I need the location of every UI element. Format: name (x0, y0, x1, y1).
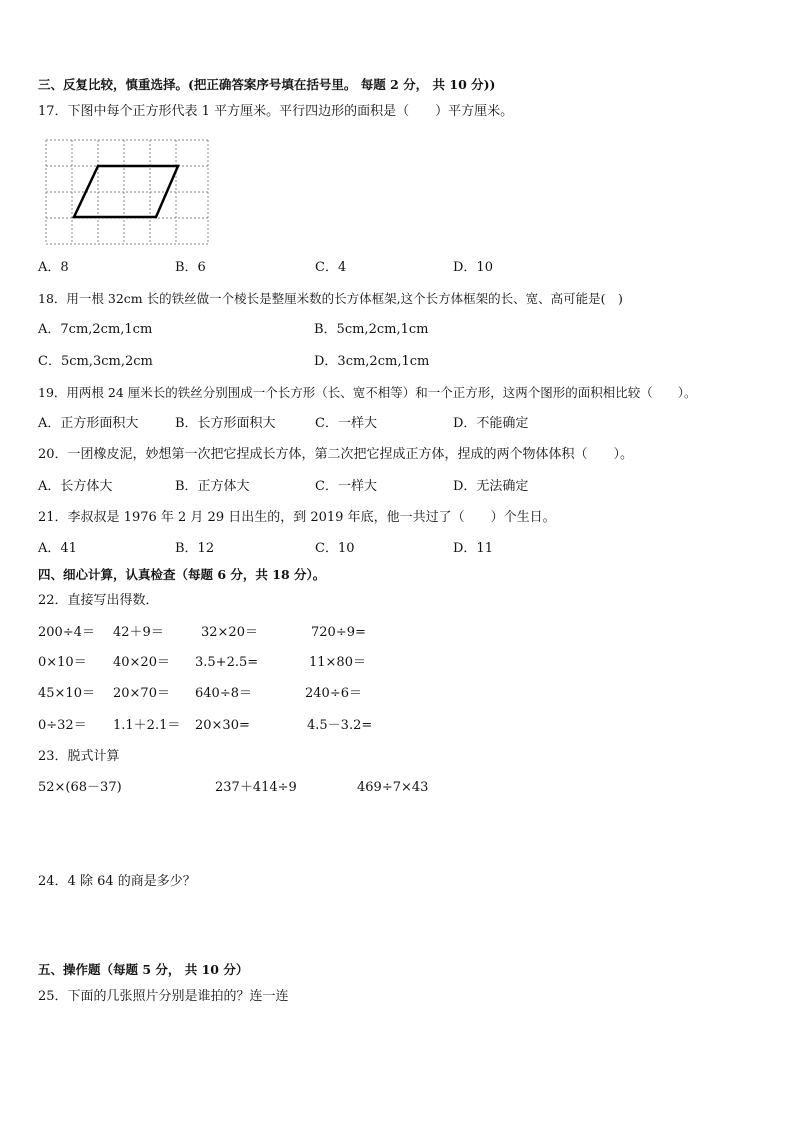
section-3-heading: 三、反复比较，慎重选择。(把正确答案序号填在括号里。 每题 2 分， 共 10 分)) (38, 77, 496, 92)
calc-item: 20×70＝ (113, 686, 170, 701)
q17-option-d[interactable]: D．10 (453, 260, 493, 275)
parallelogram-grid-svg (44, 136, 212, 248)
q19-option-b[interactable]: B．长方形面积大 (175, 416, 276, 431)
q18-option-a[interactable]: A．7cm,2cm,1cm (38, 322, 153, 337)
calc-item: 200÷4＝ (38, 625, 95, 640)
q17-option-b[interactable]: B．6 (175, 260, 206, 275)
calc-item: 32×20＝ (201, 625, 258, 640)
expression-item: 237＋414÷9 (215, 780, 297, 795)
section-5-heading: 五、操作题（每题 5 分， 共 10 分） (38, 962, 249, 977)
calc-item: 4.5－3.2= (307, 718, 373, 733)
grid-lines (46, 140, 208, 244)
calc-item: 11×80＝ (309, 655, 366, 670)
q17-option-a[interactable]: A．8 (38, 260, 69, 275)
question-19-text: 19．用两根 24 厘米长的铁丝分别围成一个长方形（长、宽不相等）和一个正方形，这两个图形的面积相比较（ ）。 (38, 385, 697, 400)
calc-item: 3.5+2.5= (195, 655, 259, 670)
question-21-text: 21．李叔叔是 1976 年 2 月 29 日出生的，到 2019 年底，他一共过了（ ）个生日。 (38, 510, 556, 525)
q17-option-c[interactable]: C．4 (315, 260, 347, 275)
question-23-text: 23．脱式计算 (38, 749, 120, 764)
question-24-text: 24．4 除 64 的商是多少？ (38, 874, 196, 889)
q20-option-a[interactable]: A．长方体大 (38, 479, 113, 494)
q19-option-c[interactable]: C．一样大 (315, 416, 377, 431)
q21-option-d[interactable]: D．11 (453, 541, 493, 556)
section-4-heading: 四、细心计算，认真检查（每题 6 分，共 18 分）。 (38, 567, 326, 582)
calc-item: 0÷32＝ (38, 718, 87, 733)
calc-item: 720÷9= (311, 625, 366, 640)
q18-option-d[interactable]: D．3cm,2cm,1cm (314, 354, 430, 369)
q21-option-a[interactable]: A．41 (38, 541, 77, 556)
calc-item: 240÷6＝ (305, 686, 362, 701)
q18-option-c[interactable]: C．5cm,3cm,2cm (38, 354, 153, 369)
q19-option-a[interactable]: A．正方形面积大 (38, 416, 139, 431)
q20-option-d[interactable]: D．无法确定 (453, 479, 529, 494)
calc-item: 0×10＝ (38, 655, 87, 670)
calc-item: 45×10＝ (38, 686, 95, 701)
question-20-text: 20．一团橡皮泥，妙想第一次把它捏成长方体，第二次把它捏成正方体，捏成的两个物体体积（ ）。 (38, 447, 634, 462)
q18-option-b[interactable]: B．5cm,2cm,1cm (314, 322, 429, 337)
q20-option-c[interactable]: C．一样大 (315, 479, 377, 494)
calc-item: 40×20＝ (113, 655, 170, 670)
calc-item: 1.1＋2.1＝ (113, 718, 181, 733)
expression-item: 469÷7×43 (357, 780, 429, 795)
parallelogram-grid-figure (44, 136, 212, 252)
question-18-text: 18．用一根 32cm 长的铁丝做一个棱长是整厘米数的长方体框架,这个长方体框架的长、宽、高可能是( ) (38, 291, 623, 306)
question-25-text: 25．下面的几张照片分别是谁拍的？连一连 (38, 989, 289, 1004)
question-22-text: 22．直接写出得数． (38, 593, 159, 608)
calc-item: 640÷8＝ (195, 686, 252, 701)
q21-option-c[interactable]: C．10 (315, 541, 355, 556)
question-17-text: 17．下图中每个正方形代表 1 平方厘米。平行四边形的面积是（ ）平方厘米。 (38, 104, 514, 119)
calc-item: 20×30= (195, 718, 250, 733)
expression-item: 52×(68－37) (38, 780, 122, 795)
q19-option-d[interactable]: D．不能确定 (453, 416, 529, 431)
q21-option-b[interactable]: B．12 (175, 541, 215, 556)
q20-option-b[interactable]: B．正方体大 (175, 479, 250, 494)
calc-item: 42＋9＝ (113, 625, 164, 640)
